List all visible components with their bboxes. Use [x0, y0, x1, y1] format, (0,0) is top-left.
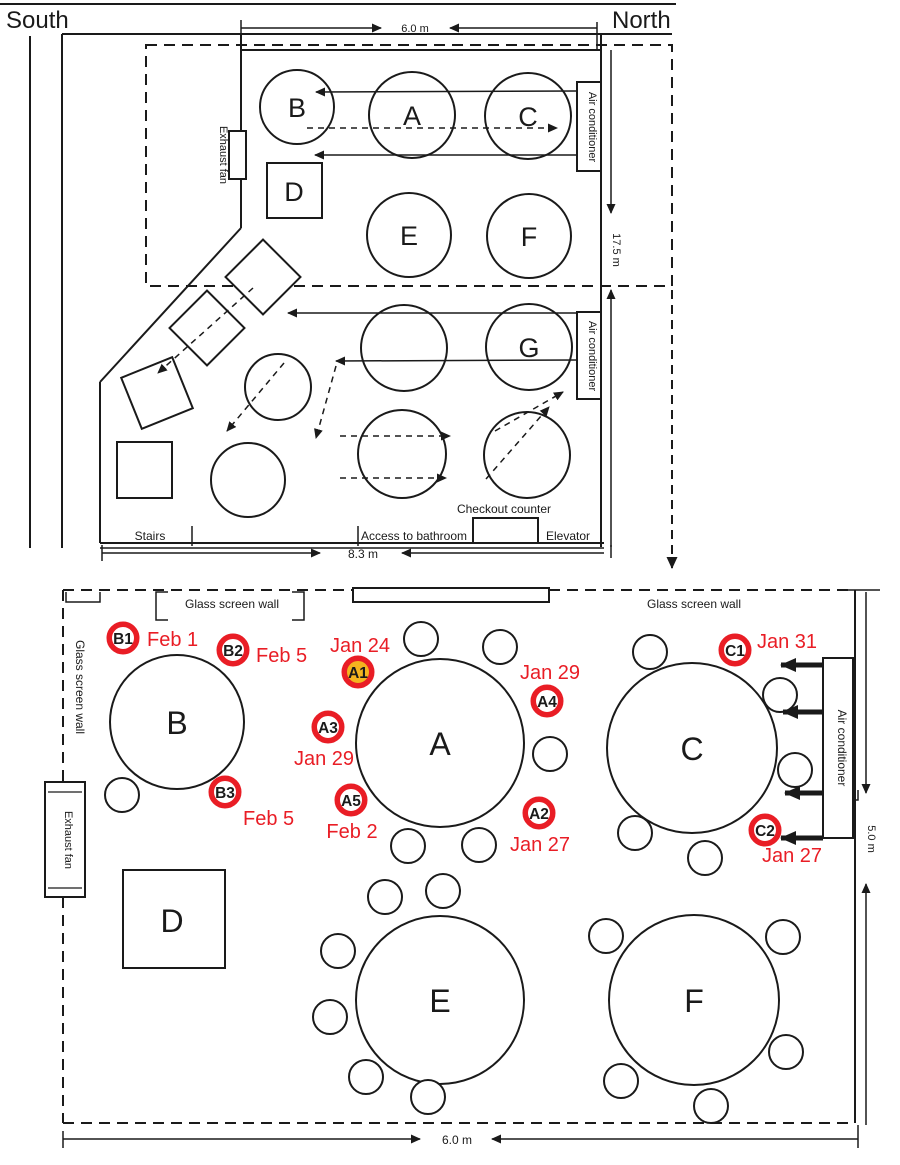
case-b2-id: B2	[223, 643, 243, 660]
dim-8-3m-label: 8.3 m	[347, 547, 379, 561]
overview-bottom-labels	[135, 502, 590, 546]
elevator-label: Elevator	[545, 529, 591, 543]
access-to-bathroom-label: Access to bathroom	[360, 529, 468, 543]
table-d-detail-label: D	[160, 903, 184, 939]
case-a5	[326, 786, 377, 843]
street-walls	[0, 4, 676, 548]
case-c2	[751, 816, 822, 867]
table-a-overview	[369, 72, 455, 158]
table-c-detail	[607, 663, 777, 833]
case-a3	[294, 713, 354, 770]
table-b-detail	[110, 655, 244, 789]
table-g-overview	[486, 304, 572, 390]
case-a1-id: A1	[348, 665, 368, 682]
case-b3-id: B3	[215, 785, 235, 802]
case-a2-id: A2	[529, 806, 549, 823]
table-c-overview-label: C	[518, 102, 538, 132]
glass-screen-wall-top-right-label: Glass screen wall	[646, 597, 742, 611]
compass-south-label: South	[6, 7, 69, 34]
case-a3-date: Jan 29	[293, 748, 355, 770]
case-a4-date: Jan 29	[519, 662, 581, 684]
table-g-overview-label: G	[518, 333, 540, 363]
air-conditioner-detail-label: Air conditioner	[835, 709, 849, 787]
table-f-overview-label: F	[520, 222, 538, 252]
air-conditioner-upper	[577, 82, 601, 171]
table-f-detail-label: F	[684, 983, 704, 1019]
table-f-detail	[609, 915, 779, 1085]
dim-5m-label: 5.0 m	[865, 825, 877, 853]
case-b1	[109, 624, 198, 652]
table-e-detail-label: E	[429, 983, 451, 1019]
table-b-detail-label: B	[166, 705, 188, 741]
overview-plan	[0, 4, 676, 568]
case-c1	[721, 631, 817, 664]
table-a-detail-label: A	[429, 726, 451, 762]
case-b3-date: Feb 5	[243, 808, 295, 830]
dim-6m-top-label: 6.0 m	[401, 23, 429, 35]
top-wall-segment	[353, 588, 549, 602]
dim-17-5m-label: 17.5 m	[610, 233, 622, 267]
case-c1-date: Jan 31	[757, 631, 818, 653]
checkout-counter-label: Checkout counter	[456, 502, 552, 516]
case-b1-id: B1	[113, 631, 133, 648]
air-conditioner-upper-label: Air conditioner	[586, 91, 598, 163]
case-c1-id: C1	[725, 643, 745, 660]
table-e-overview	[367, 193, 451, 277]
case-c2-id: C2	[755, 823, 775, 840]
compass-north-label: North	[612, 7, 671, 34]
table-e-overview-label: E	[399, 221, 419, 251]
dim-17-5m	[610, 50, 622, 547]
case-a4-id: A4	[537, 694, 557, 711]
case-b3	[211, 778, 294, 830]
exhaust-fan-detail	[45, 782, 85, 897]
table-b-overview	[260, 70, 334, 144]
exhaust-fan-overview	[217, 126, 246, 184]
exhaust-fan-overview-label: Exhaust fan	[217, 125, 229, 185]
dim-6m-bottom	[63, 1125, 858, 1148]
table-a-overview-label: A	[402, 101, 422, 131]
detail-plan	[45, 588, 880, 1148]
table-d-overview	[267, 163, 322, 218]
case-a2	[510, 799, 570, 856]
table-f-overview	[487, 194, 571, 278]
air-conditioner-lower-label: Air conditioner	[586, 320, 598, 392]
case-a1-date: Jan 24	[329, 635, 391, 657]
table-d-overview-label: D	[284, 177, 304, 207]
table-a-detail	[356, 659, 524, 827]
glass-screen-wall-top-left-label: Glass screen wall	[184, 597, 280, 611]
case-b2-date: Feb 5	[256, 645, 308, 667]
case-a3-id: A3	[318, 720, 338, 737]
case-b2	[219, 636, 307, 667]
case-a2-date: Jan 27	[509, 834, 571, 856]
table-c-overview	[485, 73, 571, 159]
case-a5-id: A5	[341, 793, 361, 810]
table-c-detail-label: C	[680, 731, 704, 767]
checkout-counter	[473, 518, 538, 543]
exhaust-fan-detail-label: Exhaust fan	[62, 810, 74, 870]
case-a5-date: Feb 2	[326, 821, 378, 843]
table-e-detail	[356, 916, 524, 1084]
stairs-label: Stairs	[134, 529, 166, 543]
air-conditioner-lower	[577, 312, 601, 399]
glass-screen-wall-left-label: Glass screen wall	[73, 639, 87, 735]
dim-6m-bottom-label: 6.0 m	[441, 1133, 473, 1147]
case-a1-index	[330, 635, 390, 686]
case-c2-date: Jan 27	[761, 845, 823, 867]
case-a4	[520, 662, 580, 715]
case-b1-date: Feb 1	[147, 629, 199, 651]
table-d-detail	[123, 870, 225, 968]
table-b-overview-label: B	[287, 93, 307, 123]
